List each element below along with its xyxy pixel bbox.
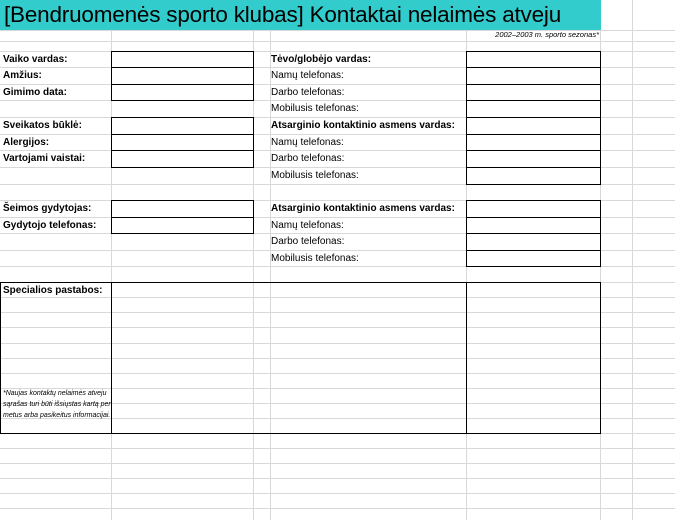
allergies-field[interactable] [111,134,254,151]
family-doctor-label: Šeimos gydytojas: [3,203,92,214]
guardian-work-phone-field[interactable] [466,84,601,101]
child-age-field[interactable] [111,67,254,85]
child-birth-label: Gimimo data: [3,87,67,98]
guardian-name-label: Tėvo/globėjo vardas: [271,54,372,65]
backup1-home-phone-field[interactable] [466,134,601,151]
notes-footnote: *Naujas kontaktų nelaimės atveju sąrašas turi būti išsiųstas kartą per metus arba pasikeitus informacijai. [3,390,111,419]
backup2-home-phone-field[interactable] [466,217,601,234]
guardian-work-phone-label: Darbo telefonas: [271,87,345,98]
backup2-mobile-field[interactable] [466,250,601,267]
medications-field[interactable] [111,150,254,168]
page-title: [Bendruomenės sporto klubas] Kontaktai nelaimės atveju [4,2,562,27]
medications-label: Vartojami vaistai: [3,153,86,164]
child-birth-field[interactable] [111,84,254,101]
doctor-phone-field[interactable] [111,217,254,234]
child-name-label: Vaiko vardas: [3,54,68,65]
health-status-label: Sveikatos būklė: [3,120,82,131]
health-status-field[interactable] [111,117,254,135]
season-note: 2002–2003 m. sporto sezonas* [495,30,599,39]
child-name-field[interactable] [111,51,254,68]
backup1-mobile-field[interactable] [466,167,601,185]
child-age-label: Amžius: [3,70,42,81]
backup1-work-phone-field[interactable] [466,150,601,168]
backup1-name-label: Atsarginio kontaktinio asmens vardas: [271,120,455,131]
backup2-mobile-label: Mobilusis telefonas: [271,253,359,264]
backup2-name-field[interactable] [466,200,601,218]
backup2-work-phone-field[interactable] [466,233,601,251]
backup2-home-phone-label: Namų telefonas: [271,220,344,231]
title-bar [0,0,601,30]
notes-label: Specialios pastabos: [3,285,103,296]
allergies-label: Alergijos: [3,137,50,148]
backup2-work-phone-label: Darbo telefonas: [271,236,345,247]
guardian-home-phone-field[interactable] [466,67,601,85]
guardian-name-field[interactable] [466,51,601,68]
doctor-phone-label: Gydytojo telefonas: [3,220,97,231]
family-doctor-field[interactable] [111,200,254,218]
backup2-name-label: Atsarginio kontaktinio asmens vardas: [271,203,455,214]
guardian-mobile-field[interactable] [466,100,601,118]
backup1-home-phone-label: Namų telefonas: [271,137,344,148]
backup1-work-phone-label: Darbo telefonas: [271,153,345,164]
notes-field[interactable] [111,282,467,434]
backup1-name-field[interactable] [466,117,601,135]
backup1-mobile-label: Mobilusis telefonas: [271,170,359,181]
guardian-home-phone-label: Namų telefonas: [271,70,344,81]
guardian-mobile-label: Mobilusis telefonas: [271,103,359,114]
